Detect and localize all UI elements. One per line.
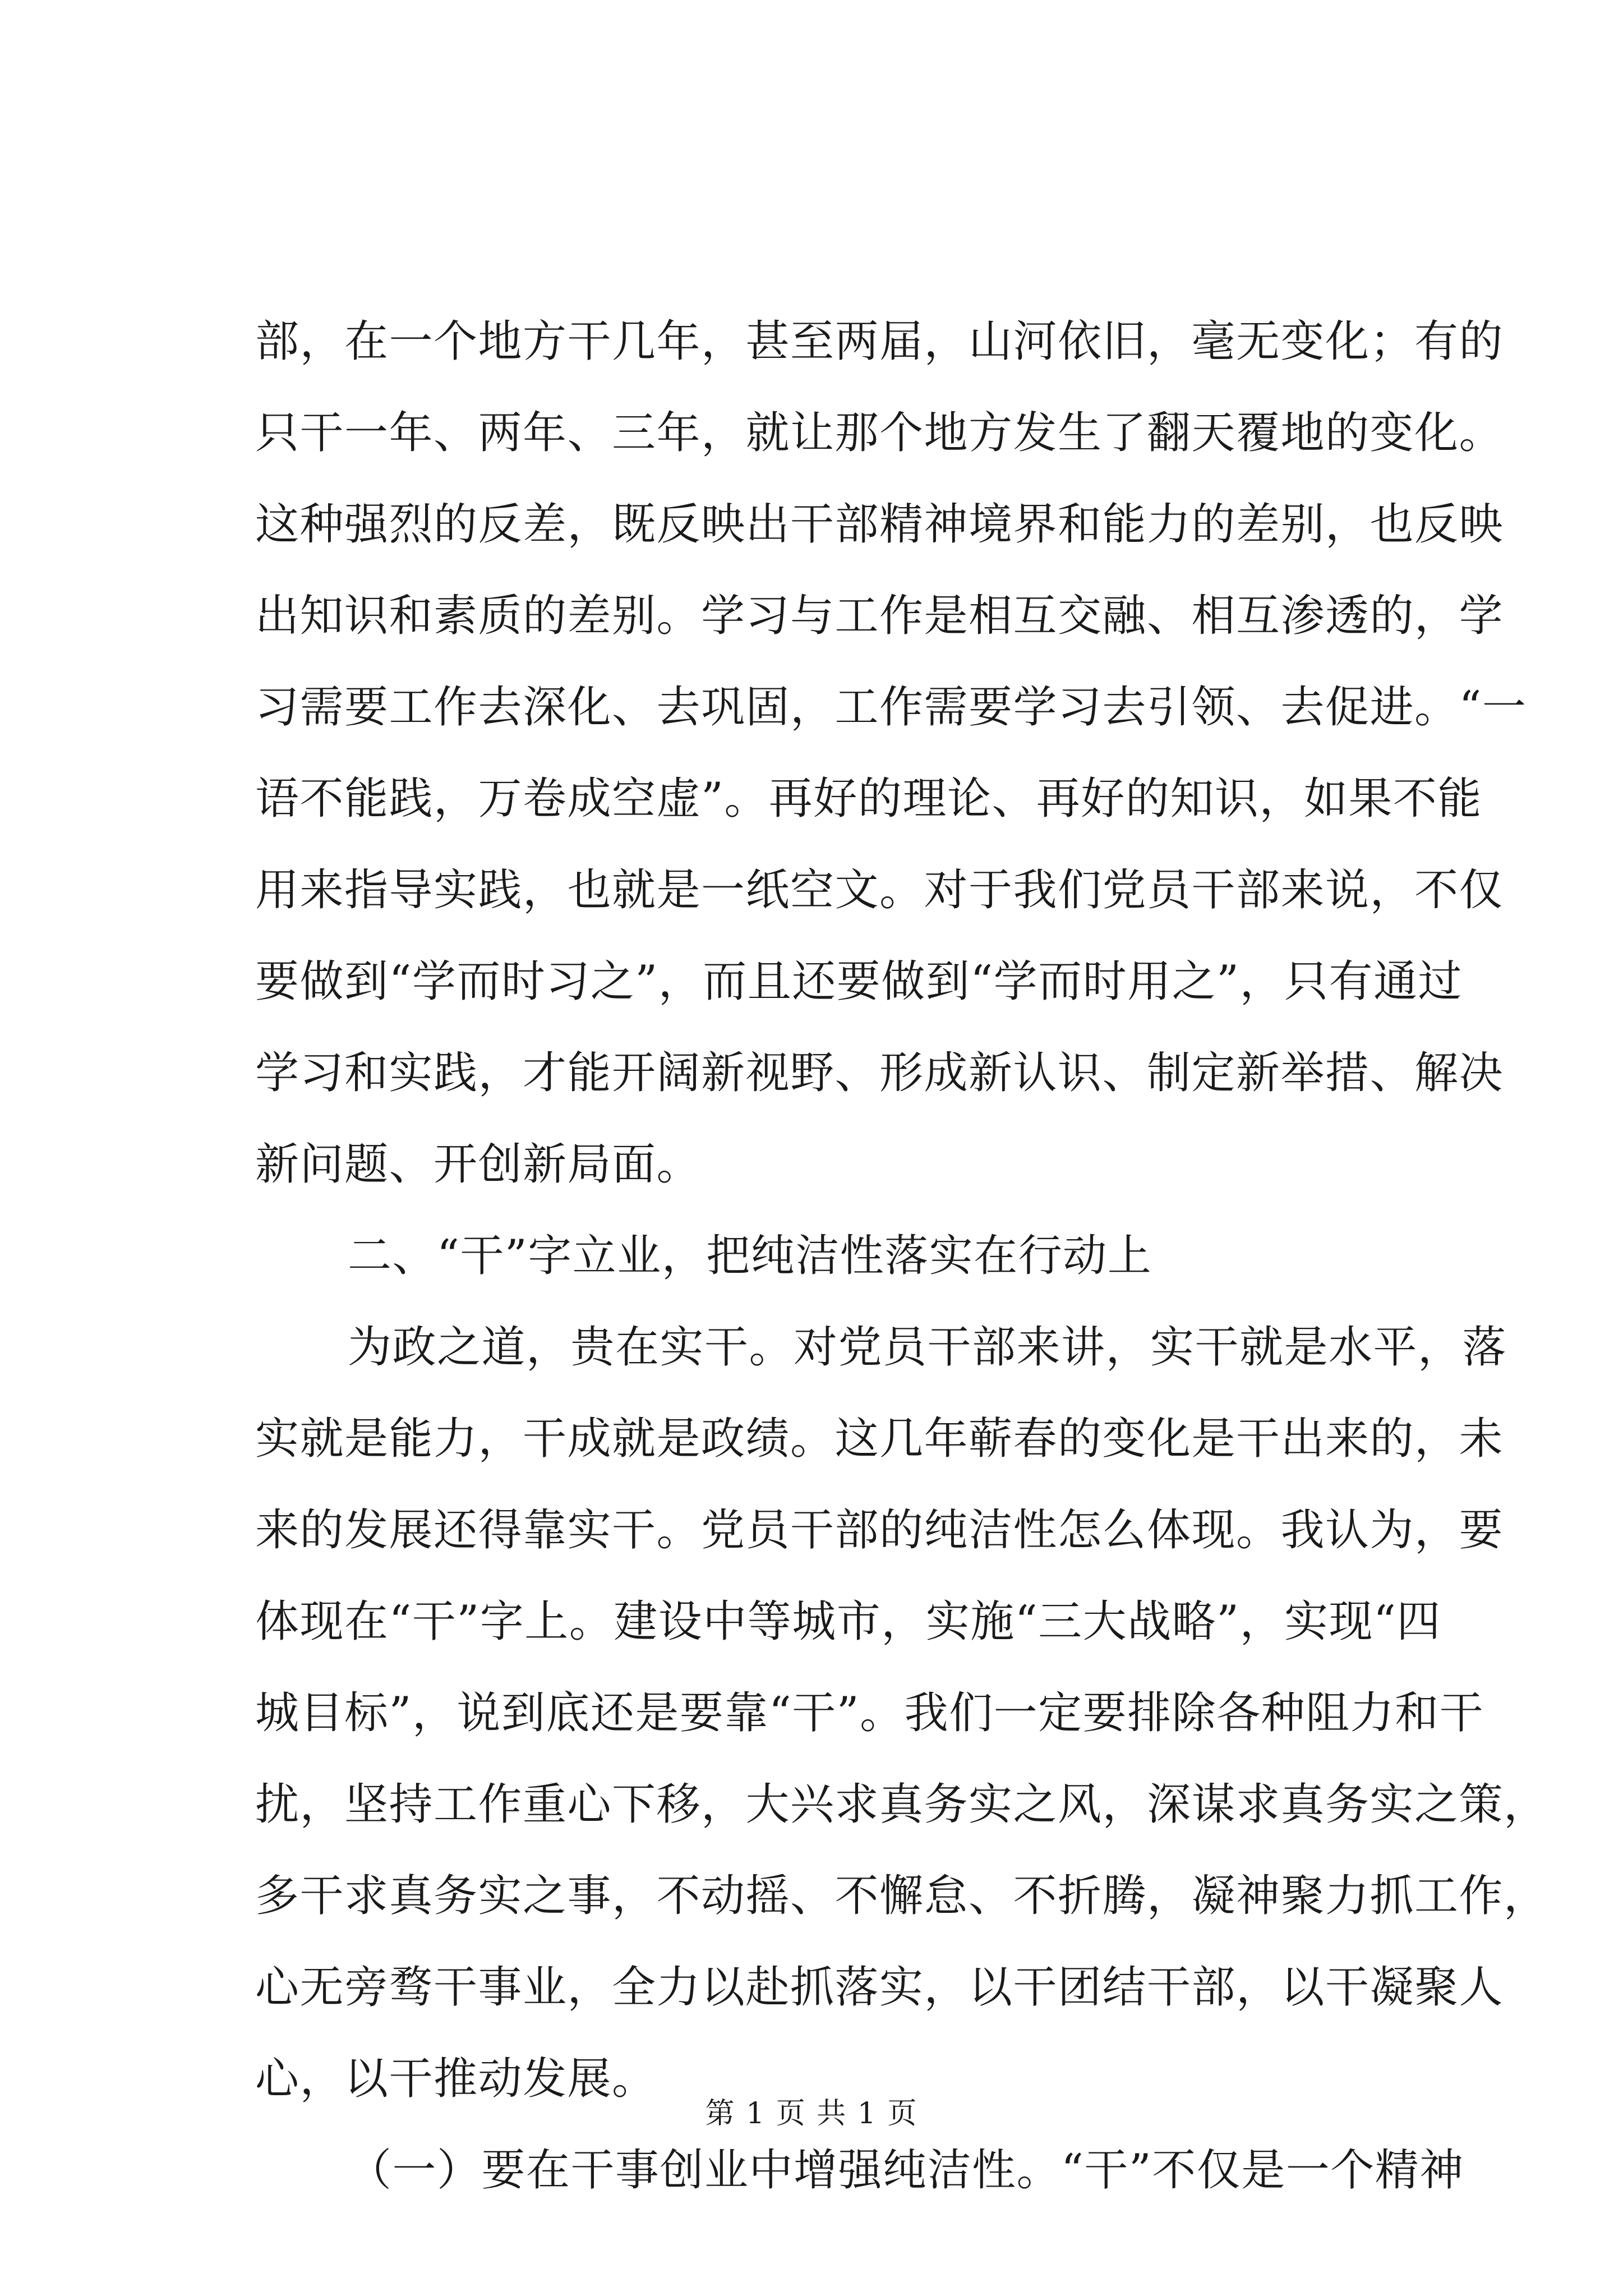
text-line: 习需要工作去深化、去巩固，工作需要学习去引领、去促进。“一	[255, 682, 1527, 733]
text-line: 用来指导实践，也就是一纸空文。对于我们党员干部来说，不仅	[255, 865, 1504, 915]
text-line: 实就是能力，干成就是政绩。这几年蕲春的变化是干出来的，未	[255, 1414, 1504, 1464]
text-line: 来的发展还得靠实干。党员干部的纯洁性怎么体现。我认为，要	[255, 1505, 1504, 1556]
text-line: 出知识和素质的差别。学习与工作是相互交融、相互渗透的，学	[255, 591, 1504, 641]
text-line: 城目标”，说到底还是要靠“干”。我们一定要排除各种阻力和干	[255, 1688, 1484, 1738]
text-line: 新问题、开创新局面。	[255, 1139, 702, 1190]
text-line: 为政之道，贵在实干。对党员干部来讲，实干就是水平，落	[348, 1322, 1507, 1373]
text-line: 扰，坚持工作重心下移，大兴求真务实之风，深谋求真务实之策，	[255, 1779, 1548, 1830]
text-line: 语不能践，万卷成空虚”。再好的理论、再好的知识，如果不能	[255, 774, 1482, 824]
text-line: 只干一年、两年、三年，就让那个地方发生了翻天覆地的变化。	[255, 408, 1504, 458]
subsection-heading: （一）要在干事创业中增强纯洁性。“干”不仅是一个精神	[348, 2145, 1464, 2196]
text-line: 这种强烈的反差，既反映出干部精神境界和能力的差别，也反映	[255, 499, 1504, 550]
page-number-footer: 第 1 页 共 1 页	[705, 2097, 918, 2131]
text-line: 多干求真务实之事，不动摇、不懈怠、不折腾，凝神聚力抓工作，	[255, 1871, 1548, 1921]
text-line: 心，以干推动发展。	[255, 2054, 657, 2104]
text-line: 学习和实践，才能开阔新视野、形成新认识、制定新举措、解决	[255, 1048, 1504, 1098]
document-body	[255, 296, 1548, 2216]
section-heading: 二、“干”字立业，把纯洁性落实在行动上	[348, 1231, 1152, 1281]
text-line: 心无旁骛干事业，全力以赴抓落实，以干团结干部，以干凝聚人	[255, 1962, 1504, 2013]
text-line: 要做到“学而时习之”，而且还要做到“学而时用之”，只有通过	[255, 956, 1463, 1007]
text-line: 部，在一个地方干几年，甚至两届，山河依旧，毫无变化；有的	[255, 316, 1504, 367]
text-line: 体现在“干”字上。建设中等城市，实施“三大战略”，实现“四	[255, 1596, 1441, 1647]
